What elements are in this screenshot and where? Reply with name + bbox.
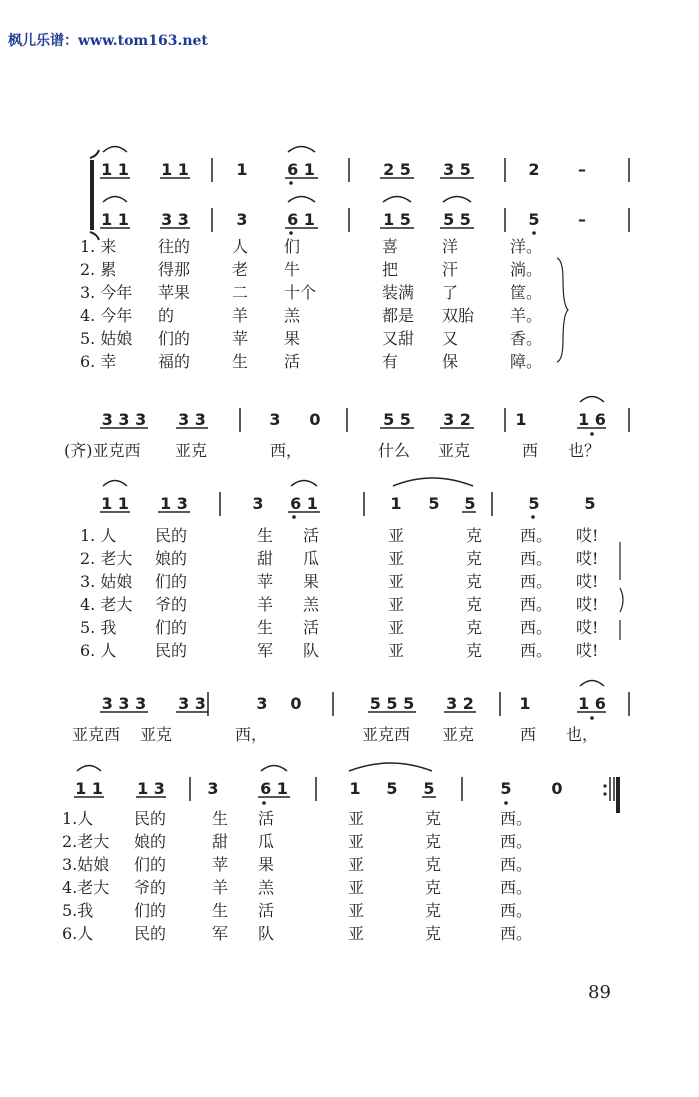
lyric: 亚	[348, 901, 365, 920]
note: 0	[551, 779, 563, 798]
lyric: 甜	[212, 832, 229, 851]
note: 3 3	[178, 694, 206, 713]
lyric: 亚	[348, 924, 365, 943]
lyric: 果	[258, 855, 275, 874]
lyric: 哎!	[576, 595, 599, 614]
note: 3	[252, 494, 264, 513]
note: 1 6	[578, 694, 606, 713]
lyric: 亚	[388, 641, 405, 660]
lyric: 什么	[378, 441, 411, 460]
barlines-s2	[240, 408, 629, 432]
lyric: 淌。	[510, 260, 543, 279]
lyric: 生	[232, 352, 249, 371]
final-barline	[616, 777, 620, 813]
note: 5	[528, 210, 540, 229]
lyric: 福的	[158, 352, 191, 371]
lyric: 亚克	[175, 441, 208, 460]
lyric: 羊	[232, 306, 249, 325]
lyric: 往的	[158, 237, 191, 256]
lyric: 西。	[520, 618, 553, 637]
lyric: 苹果	[158, 283, 191, 302]
lyric: 克	[425, 878, 442, 897]
note: 3	[236, 210, 248, 229]
note: 1	[390, 494, 402, 513]
lyric: 克	[466, 595, 483, 614]
lyric: 了	[442, 283, 459, 302]
lyric: 都是	[382, 306, 415, 325]
lyric: 又甜	[382, 329, 415, 348]
note: 5 5	[443, 210, 471, 229]
lyric: 生	[257, 526, 274, 545]
note: 3 3	[178, 410, 206, 429]
lyric: 军	[257, 641, 274, 660]
lyric: 亚	[388, 572, 405, 591]
lyric: 羊	[257, 595, 274, 614]
lyric: 克	[425, 924, 442, 943]
lyric: 亚	[388, 549, 405, 568]
note: 5	[464, 494, 476, 513]
lyric: 民的	[134, 924, 167, 943]
lyric: 又	[442, 329, 459, 348]
lyric-bracket	[620, 542, 623, 640]
note: 1 1	[101, 210, 129, 229]
lyric: 汗	[442, 260, 459, 279]
note: 1 1	[75, 779, 103, 798]
note: 2 5	[383, 160, 411, 179]
note: 3 2	[443, 410, 471, 429]
lyric: 有	[382, 352, 399, 371]
lyric: 5. 姑娘	[80, 329, 133, 348]
lyric: 克	[466, 572, 483, 591]
note: 1 1	[161, 160, 189, 179]
lyric: 3.姑娘	[62, 855, 110, 874]
note: 6 1	[260, 779, 288, 798]
lyric: 西。	[520, 572, 553, 591]
note: 3 3 3	[101, 410, 147, 429]
note: 5	[423, 779, 435, 798]
lyric: 羊。	[510, 306, 543, 325]
lyric: 甜	[257, 549, 274, 568]
barlines-s5	[190, 777, 614, 801]
slur	[580, 397, 604, 403]
lyric: 亚克	[442, 725, 475, 744]
lyric: 果	[303, 572, 320, 591]
lyric: 西。	[500, 924, 533, 943]
lyric: 西。	[500, 832, 533, 851]
lyric: 克	[466, 618, 483, 637]
note: –	[578, 160, 586, 179]
lyric: 6. 人	[80, 641, 117, 660]
lyric: 洋	[442, 237, 459, 256]
lyric: 亚	[388, 595, 405, 614]
lyric: 西。	[520, 641, 553, 660]
note: 0	[290, 694, 302, 713]
lyric: 活	[303, 618, 320, 637]
lyric: 筐。	[510, 283, 543, 302]
lyric: 民的	[134, 809, 167, 828]
lyric: 十个	[284, 283, 317, 302]
lyric: 保	[442, 352, 459, 371]
lyric: 生	[257, 618, 274, 637]
note: 5	[528, 494, 540, 513]
lyric: 亚克西	[362, 725, 411, 744]
lyric: 哎!	[576, 618, 599, 637]
note: –	[578, 210, 586, 229]
lyric: 哎!	[576, 572, 599, 591]
lyric: 亚	[388, 526, 405, 545]
barlines-s4	[208, 692, 629, 716]
lyric: 克	[425, 832, 442, 851]
lyric: 生	[212, 901, 229, 920]
note: 5	[428, 494, 440, 513]
octave-dot	[590, 432, 594, 436]
lyric: 爷的	[155, 595, 188, 614]
lyric: 6. 幸	[80, 352, 117, 371]
octave-dots	[289, 181, 536, 235]
lyric: 西。	[500, 855, 533, 874]
lyric: 军	[212, 924, 229, 943]
lyric: 哎!	[576, 549, 599, 568]
lyric: 爷的	[134, 878, 167, 897]
repeat-dot	[603, 792, 606, 795]
lyric: 娘的	[134, 832, 167, 851]
note: 3 3 3	[101, 694, 147, 713]
lyric: 克	[466, 526, 483, 545]
lyric: 克	[425, 855, 442, 874]
lyric-brace	[557, 258, 568, 362]
lyric: 亚克	[438, 441, 471, 460]
note: 1 1	[101, 494, 129, 513]
lyric: 4. 今年	[80, 306, 133, 325]
lyric: 西。	[520, 595, 553, 614]
lyric: 西	[522, 441, 539, 460]
note: 5	[584, 494, 596, 513]
lyric: 们的	[134, 901, 167, 920]
note: 1	[236, 160, 248, 179]
lyric: 西。	[500, 901, 533, 920]
lyric: 生	[212, 809, 229, 828]
lyric: 1. 人	[80, 526, 117, 545]
note: 0	[309, 410, 321, 429]
slurs-s5	[77, 763, 432, 771]
lyric: 民的	[155, 641, 188, 660]
lyric: 哎!	[576, 641, 599, 660]
lyric: 喜	[382, 237, 399, 256]
note: 3	[256, 694, 268, 713]
lyric: 西。	[500, 878, 533, 897]
note: 6 1	[287, 210, 315, 229]
lyric: 3. 今年	[80, 283, 133, 302]
lyric: 西。	[520, 549, 553, 568]
lyric: 2. 老大	[80, 549, 133, 568]
lyric: 亚	[348, 809, 365, 828]
note: 2	[528, 160, 540, 179]
note: 1 6	[578, 410, 606, 429]
lyric: 民的	[155, 526, 188, 545]
lyric: 3. 姑娘	[80, 572, 133, 591]
lyric: 羔	[284, 306, 301, 325]
lyric: 西	[520, 725, 537, 744]
lyric: 瓜	[303, 549, 320, 568]
lyric: 克	[425, 901, 442, 920]
note: 5 5 5	[369, 694, 415, 713]
lyric: 洋。	[510, 237, 543, 256]
lyric: 羊	[212, 878, 229, 897]
lyric: 果	[284, 329, 301, 348]
note: 3 2	[446, 694, 474, 713]
note: 3 5	[443, 160, 471, 179]
note: 1	[515, 410, 527, 429]
lyric: 克	[425, 809, 442, 828]
lyric: 双胎	[442, 306, 475, 325]
lyric: 克	[466, 641, 483, 660]
octave-dots-s3	[292, 515, 535, 519]
lyric: 香。	[510, 329, 543, 348]
lyric: 西，	[235, 725, 268, 744]
note: 1	[519, 694, 531, 713]
lyric: 的	[158, 306, 175, 325]
lyric: 队	[258, 924, 275, 943]
lyric: 1. 来	[80, 237, 117, 256]
lyric: 哎!	[576, 526, 599, 545]
lyric: 亚克	[140, 725, 173, 744]
note: 5 5	[383, 410, 411, 429]
slurs-s3	[103, 478, 473, 486]
lyric: 2.老大	[62, 832, 110, 851]
lyric: 4.老大	[62, 878, 110, 897]
lyric: 活	[258, 809, 275, 828]
repeat-dot	[603, 784, 606, 787]
lyric: 也，	[566, 725, 599, 744]
lyric: 5.我	[62, 901, 94, 920]
lyric: 西，	[270, 441, 303, 460]
note: 5	[500, 779, 512, 798]
lyric: 2. 累	[80, 260, 117, 279]
note: 1 3	[160, 494, 188, 513]
note: 5	[386, 779, 398, 798]
lyric: 亚	[348, 878, 365, 897]
note: 6 1	[290, 494, 318, 513]
lyric: 1.人	[62, 809, 94, 828]
note: 6 1	[287, 160, 315, 179]
lyric: 6.人	[62, 924, 94, 943]
lyric: 们的	[155, 618, 188, 637]
octave-dot	[590, 716, 594, 720]
lyric: 4. 老大	[80, 595, 133, 614]
lyric: 队	[303, 641, 320, 660]
lyric: 人	[232, 237, 249, 256]
octave-dots-s5	[262, 801, 508, 805]
lyric: 们的	[155, 572, 188, 591]
lyric: 活	[284, 352, 301, 371]
lyric: 亚克西	[72, 725, 121, 744]
lyric: 娘的	[155, 549, 188, 568]
note: 3 3	[161, 210, 189, 229]
lyric: 牛	[284, 260, 301, 279]
lyric: 老	[232, 260, 249, 279]
note: 1	[349, 779, 361, 798]
lyric: 瓜	[258, 832, 275, 851]
lyric: 们的	[134, 855, 167, 874]
lyric: 也？	[568, 441, 601, 460]
note: 3	[207, 779, 219, 798]
note: 1 5	[383, 210, 411, 229]
lyric: 亚	[348, 855, 365, 874]
lyric: 亚	[388, 618, 405, 637]
lyric: 克	[466, 549, 483, 568]
lyric: 西。	[500, 809, 533, 828]
lyric: 活	[303, 526, 320, 545]
lyric: 障。	[510, 352, 543, 371]
lyric: 羔	[258, 878, 275, 897]
lyric: 们的	[158, 329, 191, 348]
lyric: 苹	[257, 572, 274, 591]
page-number: 89	[588, 982, 611, 1003]
watermark: 枫儿乐谱：www.tom163.net	[8, 33, 208, 49]
lyric: 5. 我	[80, 618, 117, 637]
lyric: 得那	[158, 260, 191, 279]
lyric: 苹	[232, 329, 249, 348]
note: 1 3	[137, 779, 165, 798]
lyric: 西。	[520, 526, 553, 545]
lyric: 们	[284, 237, 301, 256]
slur	[580, 681, 604, 687]
lyric: 装满	[382, 283, 415, 302]
lyric: (齐)亚克西	[64, 441, 141, 460]
lyric: 把	[382, 260, 399, 279]
lyric: 苹	[212, 855, 229, 874]
lyric: 羔	[303, 595, 320, 614]
note: 3	[269, 410, 281, 429]
lyric: 亚	[348, 832, 365, 851]
lyric: 二	[232, 283, 249, 302]
lyric: 活	[258, 901, 275, 920]
note: 1 1	[101, 160, 129, 179]
